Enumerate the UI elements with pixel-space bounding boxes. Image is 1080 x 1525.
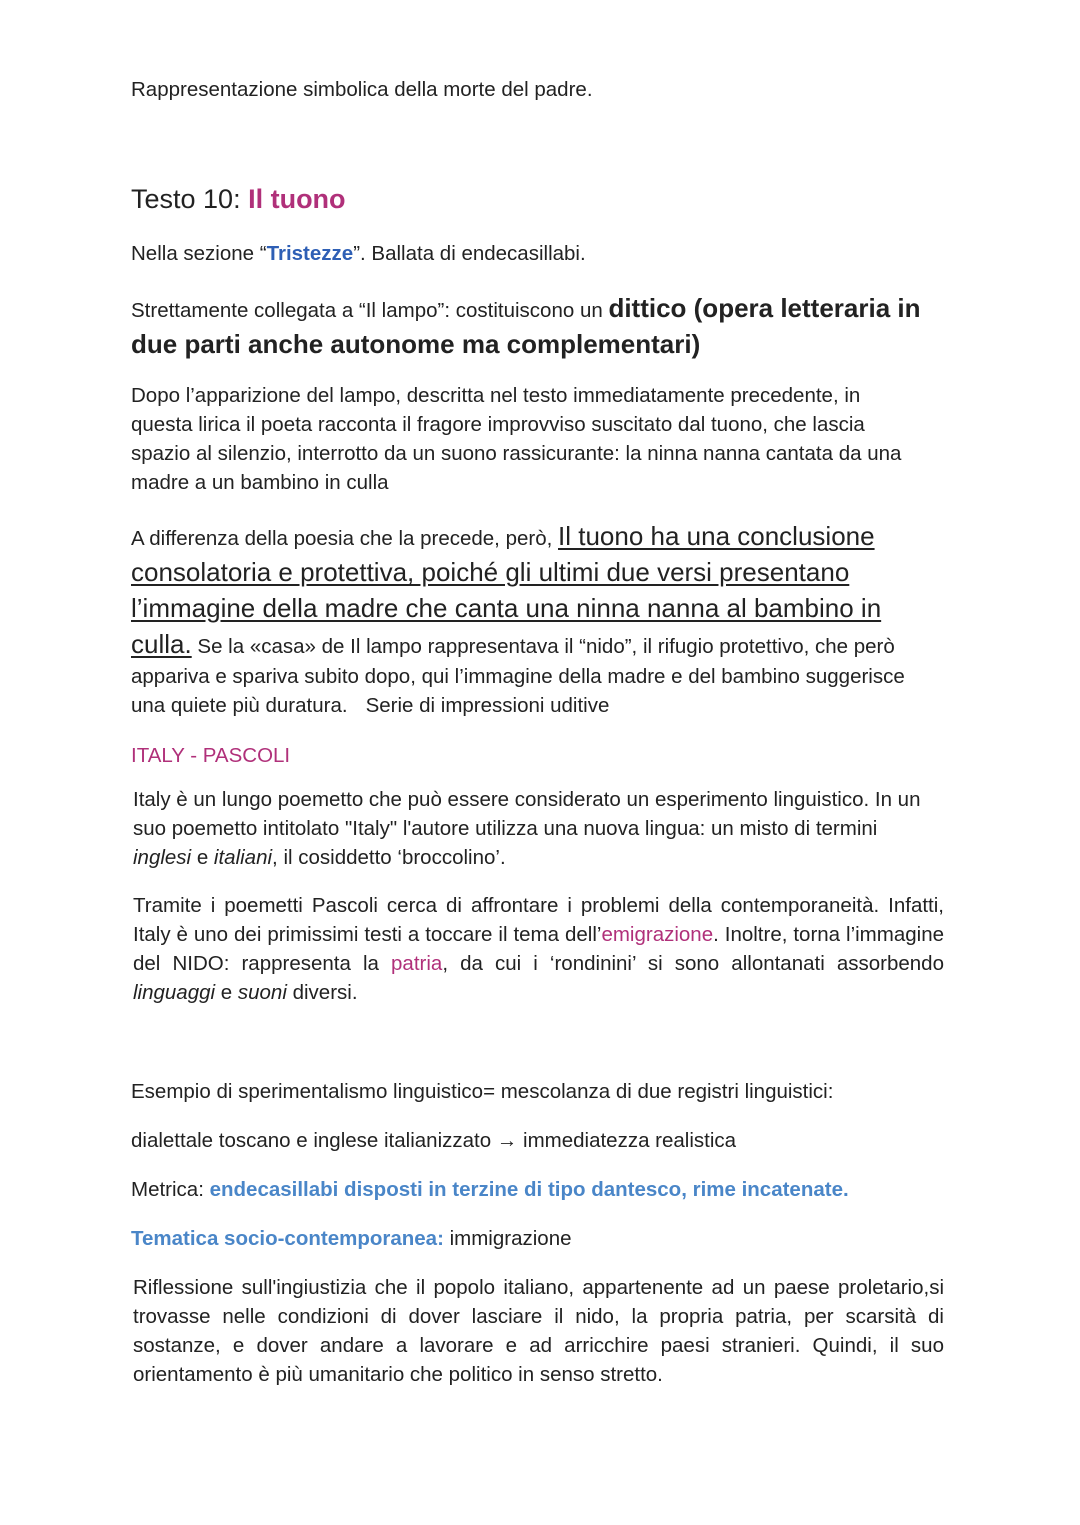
- intro-line: Rappresentazione simbolica della morte del padre.: [131, 78, 593, 101]
- conclusione-post: Se la «casa» de Il lampo rappresentava il “nido”, il rifugio protettivo, che però appariva e spariva subito dopo, qui l’immagine della madre e del bambino suggerisce una quiete più duratura.: [131, 635, 905, 717]
- italy-italiani: italiani: [213, 846, 273, 869]
- heading-prefix: Testo 10:: [131, 184, 249, 214]
- section-note-pre: Nella sezione “: [131, 242, 267, 265]
- poemetti-text-b: . Inoltre, torna l’immagine del NIDO: rappresenta la: [133, 923, 944, 975]
- italy-inglesi: inglesi: [133, 846, 192, 869]
- conclusione-pre: A differenza della poesia che la precede, però,: [131, 527, 558, 550]
- poemetti-paragraph: [133, 891, 944, 1007]
- section-note-post: ”. Ballata di endecasillabi.: [353, 242, 586, 265]
- italy-section-title: ITALY - PASCOLI: [131, 744, 291, 767]
- section-note: [131, 239, 971, 268]
- heading-title: Il tuono: [248, 184, 346, 214]
- metrica-label: Metrica:: [131, 1178, 210, 1201]
- tematica-label: Tematica socio-contemporanea:: [131, 1227, 444, 1250]
- conclusione-underlined: Il tuono ha una conclusione consolatoria e protettiva, poiché gli ultimi due versi presentano l’immagine della madre che canta una ninna nanna al bambino in culla.: [131, 521, 882, 659]
- suoni-term: suoni: [237, 981, 287, 1004]
- riflessione-paragraph: Riflessione sull'ingiustizia che il popolo italiano, appartenente ad un paese proletario,si trovasse nelle condizioni di dover lasciare il nido, la propria patria, per scarsità di sostanze, e dover andare a lavorare e ad arricchire paesi stranieri. Quindi, il suo orientamento è più umanitario che politico in senso stretto.: [133, 1276, 944, 1386]
- section-name-tristezze: Tristezze: [266, 242, 354, 265]
- poemetti-text-a: Tramite i poemetti Pascoli cerca di affrontare i problemi della contemporaneità. Infatti, Italy è uno dei primissimi testi a toccare il tema dell’: [133, 894, 944, 946]
- conclusione-paragraph: [131, 518, 931, 720]
- impressioni-uditive: Serie di impressioni uditive: [365, 694, 610, 717]
- registri-line: dialettale toscano e inglese italianizzato → immediatezza realistica: [131, 1129, 737, 1152]
- dittico-pre: Strettamente collegata a “Il lampo”: costituiscono un: [131, 299, 609, 322]
- sperimentalismo-line: Esempio di sperimentalismo linguistico= mescolanza di due registri linguistici:: [131, 1080, 834, 1103]
- italy-text-b: e: [191, 846, 214, 869]
- tematica-line: [131, 1224, 971, 1253]
- poemetti-text-d: e: [215, 981, 238, 1004]
- italy-text-c: , il cosiddetto ‘broccolino’.: [272, 846, 506, 869]
- dittico-paragraph: [131, 290, 921, 362]
- poemetti-text-e: diversi.: [286, 981, 358, 1004]
- poemetti-text-c: , da cui i ‘rondinini’ si sono allontanati assorbendo: [442, 952, 944, 975]
- italy-paragraph: [133, 785, 933, 872]
- lampo-paragraph: Dopo l’apparizione del lampo, descritta nel testo immediatamente precedente, in questa lirica il poeta racconta il fragore improvviso suscitato dal tuono, che lascia spazio al silenzio, interrotto da un suono rassicurante: la ninna nanna cantata da una madre a un bambino in culla: [131, 384, 902, 494]
- metrica-value: endecasillabi disposti in terzine di tipo dantesco, rime incatenate.: [209, 1178, 849, 1201]
- section-heading: [131, 182, 971, 216]
- metrica-line: [131, 1175, 971, 1204]
- emigrazione-term: emigrazione: [601, 923, 714, 946]
- tematica-value: immigrazione: [443, 1227, 572, 1250]
- dittico-definition: dittico (opera letteraria in due parti anche autonome ma complementari): [131, 293, 921, 359]
- italy-text-a: Italy è un lungo poemetto che può essere considerato un esperimento linguistico. In un suo poemetto intitolato "Italy" l'autore utilizza una nuova lingua: un misto di termini: [133, 788, 921, 840]
- patria-term: patria: [391, 952, 443, 975]
- linguaggi-term: linguaggi: [133, 981, 216, 1004]
